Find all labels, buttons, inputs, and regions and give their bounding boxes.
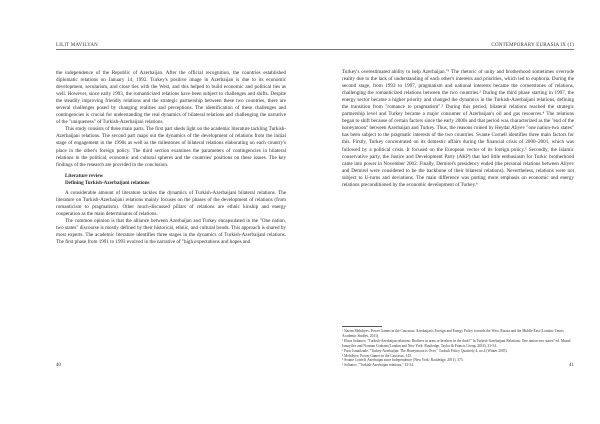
footnote-separator [342, 326, 382, 327]
paragraph: Turkey's overestimated ability to help Azerbaijan."¹ The rhetoric of unity and brotherhood sometimes overrode reality due to the lack of understanding of each other's interests and priorities, which led to euphoria. During the second stage, from 1993 to 1997, pragmatism and national interests became the cornerstones of relations, challenging the romanticized relations between the two countries.² During the third phase starting in 1997, the energy sector became a higher priority and changed the dynamics in the Turkish-Azerbaijani relations, defining the transition from "romance to pragmatism".³ During this period, bilateral relations reached the strategic partnership level and Turkey became a major consumer of Azerbaijan's oil and gas resources.⁴ The relations began to shift because of certain factors since the early 2000s and that period was characterized as the "end of the honeymoon" between Azerbaijan and Turkey. Thus, the reasons coined by Heydar Aliyev "one nation-two states" has been subject to the pragmatic interests of the two countries. Svante Cornell identifies three main factors for this. Firstly, Turkey concentrated on its domestic affairs during the financial crisis of 2000–2001, which was followed by a political crisis. It focused on the European vector of its foreign policy.⁵ Secondly, the Islamic conservative party, the Justice and Development Party (AKP) that had little enthusiasm for Turkic brotherhood came into power in November 2002. Finally, Demirel's presidency ended (the personal relations between Aliyev and Demirel were considered to be the backbone of their bilateral relations). Nevertheless, relations were not subject to U-turns and deviations. The main difference was putting more emphasis on economic and energy relations preconditioned by the economic development of Turkey.⁶ [342, 69, 574, 188]
right-page [306, 0, 574, 424]
paragraph: A considerable amount of literature tackles the dynamics of Turkish-Azerbaijani bilateral relations. The literature on Turkish-Azerbaijani relations mainly focuses on the phases of the development of relations (from romanticism to pragmatism). Other much-discussed pillars of relations are ethnic kinship and energy cooperation as the main determinants of relations. [56, 189, 286, 217]
footnote: ³ Faric Ismailzade, "Turkey-Azerbaijan: The Honeymoon is Over," Turkish Policy Quarterly 4, no.4 (Winter 2005). [342, 348, 508, 353]
footnote: ⁶ Soltanov, "Turkish-Azerbaijan relations," 33-34. [342, 363, 414, 368]
subsection-heading: Defining Turkish-Azerbaijani relations [65, 179, 150, 186]
paragraph: This study consists of three main parts. The first part sheds light on the academic literature tackling Turkish-Azerbaijani relations. The second part maps out the dynamics of the development of relations from the initial stage of engagement in the 1990s as well as the milestones of bilateral relations elaborating on each country's place in the other's foreign policy. The third section examines the parameters of contingencies in bilateral relations in the political, economic and cultural spheres and the countries' positions on these issues. The key findings of the research are provided in the conclusion. [56, 126, 286, 168]
footnote: ⁵ Svante Cornell, Azerbaijan since Independence (New York: Routledge, 2011), 375. [342, 358, 464, 363]
left-page [56, 0, 324, 424]
right-running-head: CONTEMPORARY EURASIA IX (1) [306, 43, 574, 50]
right-body-text [342, 69, 574, 189]
page-number: 41 [569, 363, 574, 368]
left-body-text [56, 70, 286, 246]
paragraph: The common opinion is that the alliance between Azerbaijan and Turkey encapsulated in the "One nation, two states" discourse is mostly defined by their historical, ethnic, and cultural bonds. This approach is shared by most experts. The academic literature identifies three stages in the dynamics of Turkish-Azerbaijani relations. The first phase from 1991 to 1993 evolved in the narrative of "high expectations and hopes and [56, 217, 286, 245]
section-heading: Literature review [65, 172, 104, 179]
footnote: ² Elnur Soltanov, "Turkish-Azerbaijan relations: Brothers in arms or brothers in the dark?" In Turkish-Azerbaijani Relations: One nation-two states? ed. Murad Ismayilov and Norman Graham (London and New York: Routledge, Taylor & Francis Group, 2016), 31-54. [342, 338, 571, 348]
footnote: ¹ Nazim Mehdiyev, Power Games in the Caucasus: Azerbaijan's Foreign and Energy Policy towards the West, Russia and the Middle East (London: Tauris Academic Studies, 2011). [342, 329, 564, 338]
page-number: 40 [56, 363, 61, 368]
left-running-head: LILIT MAVILYAN [56, 43, 324, 50]
footnote: ⁴ Mehdiyev, Power Games in the Caucasus, 145. [342, 353, 412, 358]
footnotes [342, 329, 574, 368]
paragraph: the independence of the Republic of Azerbaijan. After the official recognition, the countries established diplomatic relations on January 14, 1992. Turkey's positive image in Azerbaijan is due to its economic development, secularism, and close ties with the West, and this helped to build economic and political ties as well. However, since early 1993, the romanticized relations have been subject to challenges and shifts. Despite the steadily improving friendly relations and the strategic partnership between these two countries, there are several challenges posed by changing realities and perceptions. The identification of these challenges and contingencies is crucial for understanding the real dynamics of bilateral relations and challenging the narrative of the "uniqueness" of Turkish-Azerbaijani relations. [56, 70, 286, 126]
